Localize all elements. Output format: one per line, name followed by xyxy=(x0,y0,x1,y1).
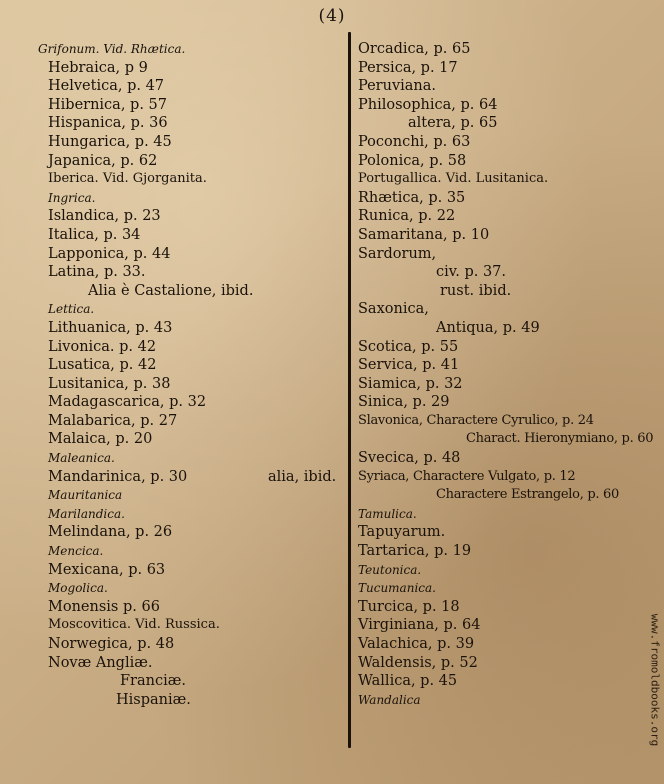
index-entry xyxy=(38,430,342,449)
index-entry xyxy=(38,375,342,394)
entry-text: Grifonum. Vid. Rhætica. xyxy=(38,42,186,56)
right-column xyxy=(358,40,658,709)
entry-text: Turcica, p. 18 xyxy=(358,598,460,615)
entry-text: Alia è Castalione, ibid. xyxy=(88,282,254,299)
index-entry xyxy=(358,412,658,431)
index-entry xyxy=(38,654,342,673)
entry-text: Monensis p. 66 xyxy=(48,598,160,615)
entry-text: Malaica, p. 20 xyxy=(48,431,153,448)
index-entry xyxy=(358,207,658,226)
index-entry xyxy=(358,77,658,96)
entry-text: Tartarica, p. 19 xyxy=(358,543,472,560)
column-divider xyxy=(348,32,351,748)
index-entry xyxy=(358,319,658,338)
index-entry xyxy=(38,505,342,524)
entry-text: Islandica, p. 23 xyxy=(48,208,161,225)
entry-extra-text: alia, ibid. xyxy=(268,468,337,485)
index-entry xyxy=(358,59,658,78)
index-entry xyxy=(38,486,342,505)
index-entry xyxy=(38,449,342,468)
index-entry xyxy=(38,226,342,245)
entry-text: Sardorum, xyxy=(358,245,437,262)
index-entry xyxy=(38,393,342,412)
entry-text: Tamulica. xyxy=(358,506,417,521)
entry-text: Saxonica, xyxy=(358,301,429,318)
entry-text: Rhætica, p. 35 xyxy=(358,189,466,206)
entry-text: Italica, p. 34 xyxy=(48,226,141,243)
entry-text: Norwegica, p. 48 xyxy=(48,636,175,652)
entry-text: Hibernica, p. 57 xyxy=(48,96,167,113)
index-entry xyxy=(358,96,658,115)
entry-text: Samaritana, p. 10 xyxy=(358,226,490,243)
entry-text: Antiqua, p. 49 xyxy=(436,319,540,336)
entry-text: Lettica. xyxy=(48,302,95,317)
index-entry xyxy=(358,375,658,394)
index-entry xyxy=(358,114,658,133)
index-entry xyxy=(38,300,342,319)
entry-text: Philosophica, p. 64 xyxy=(358,96,498,113)
index-entry xyxy=(38,133,342,152)
entry-text: Virginiana, p. 64 xyxy=(358,617,481,634)
index-entry xyxy=(358,523,658,542)
entry-text: Portugallica. Vid. Lusitanica. xyxy=(358,171,549,187)
index-entry xyxy=(358,40,658,59)
entry-text: Lusitanica, p. 38 xyxy=(48,375,171,392)
index-entry xyxy=(358,245,658,264)
index-entry xyxy=(358,486,658,505)
index-entry xyxy=(358,226,658,245)
index-entry xyxy=(358,672,658,691)
entry-text: Lusatica, p. 42 xyxy=(48,357,157,374)
index-entry xyxy=(38,319,342,338)
entry-text: Lithuanica, p. 43 xyxy=(48,319,173,336)
index-entry xyxy=(358,691,658,710)
index-entry xyxy=(358,579,658,598)
entry-text: Madagascarica, p. 32 xyxy=(48,394,207,411)
index-entry xyxy=(38,77,342,96)
entry-text: Ingrica. xyxy=(48,190,96,205)
index-entry xyxy=(38,96,342,115)
entry-text: Mauritanica xyxy=(48,488,123,503)
entry-text: Poconchi, p. 63 xyxy=(358,133,471,150)
index-entry xyxy=(38,263,342,282)
index-entry xyxy=(38,616,342,635)
entry-text: Iberica. Vid. Gjorganita. xyxy=(48,171,207,187)
entry-text: Mencica. xyxy=(48,544,104,559)
entry-text: Slavonica, Charactere Cyrulico, p. 24 xyxy=(358,412,594,428)
index-entry xyxy=(38,59,342,78)
watermark-text: www.fromoldbooks.org xyxy=(648,613,662,747)
entry-text: Charact. Hieronymiano, p. 60 xyxy=(466,431,654,447)
index-entry xyxy=(358,542,658,561)
index-entry xyxy=(38,579,342,598)
index-entry xyxy=(38,561,342,580)
index-entry xyxy=(38,152,342,171)
index-entry xyxy=(38,691,342,710)
entry-text: Charactere Estrangelo, p. 60 xyxy=(436,487,619,503)
entry-text: Novæ Angliæ. xyxy=(48,654,153,671)
entry-text: Scotica, p. 55 xyxy=(358,338,459,355)
entry-text: Tapuyarum. xyxy=(358,524,446,541)
index-entry xyxy=(38,245,342,264)
index-entry xyxy=(38,207,342,226)
index-entry xyxy=(38,542,342,561)
entry-text: civ. p. 37. xyxy=(436,264,507,281)
index-entry xyxy=(358,338,658,357)
entry-text: Syriaca, Charactere Vulgato, p. 12 xyxy=(358,468,576,484)
index-entry xyxy=(358,635,658,654)
index-entry xyxy=(358,561,658,580)
left-column xyxy=(38,40,342,709)
entry-text: Teutonica. xyxy=(358,562,422,577)
entry-text: Orcadica, p. 65 xyxy=(358,41,471,57)
index-entry xyxy=(38,523,342,542)
entry-text: Hispaniæ. xyxy=(116,691,191,708)
index-entry xyxy=(358,300,658,319)
index-entry xyxy=(358,133,658,152)
index-entry xyxy=(38,338,342,357)
entry-text: Runica, p. 22 xyxy=(358,208,456,225)
index-entry xyxy=(38,282,342,301)
entry-text: Hispanica, p. 36 xyxy=(48,115,168,132)
entry-text: Hebraica, p 9 xyxy=(48,59,148,76)
index-entry xyxy=(358,263,658,282)
index-entry xyxy=(38,170,342,189)
entry-text: Siamica, p. 32 xyxy=(358,375,463,392)
index-entry xyxy=(38,114,342,133)
index-entry xyxy=(358,598,658,617)
entry-text: Mandarinica, p. 30 xyxy=(48,468,188,485)
index-entry xyxy=(38,672,342,691)
index-entry xyxy=(358,189,658,208)
entry-text: Wandalica xyxy=(358,692,421,707)
entry-text: Peruviana. xyxy=(358,78,437,95)
entry-text: Marilandica. xyxy=(48,506,125,521)
watermark xyxy=(648,580,662,780)
index-entry xyxy=(38,40,342,59)
entry-text: Malabarica, p. 27 xyxy=(48,412,178,429)
index-entry xyxy=(358,468,658,487)
index-entry xyxy=(38,189,342,208)
index-entry xyxy=(358,654,658,673)
entry-text: Polonica, p. 58 xyxy=(358,152,467,169)
entry-text: rust. ibid. xyxy=(440,282,512,299)
index-entry xyxy=(38,468,342,487)
index-entry xyxy=(38,412,342,431)
index-entry xyxy=(358,449,658,468)
index-entry xyxy=(358,616,658,635)
entry-text: Persica, p. 17 xyxy=(358,59,458,76)
entry-text: Servica, p. 41 xyxy=(358,357,460,374)
page-number: (4) xyxy=(318,6,346,26)
entry-text: Wallica, p. 45 xyxy=(358,673,458,690)
index-entry xyxy=(38,598,342,617)
entry-text: Helvetica, p. 47 xyxy=(48,78,165,95)
entry-text: Sinica, p. 29 xyxy=(358,394,450,411)
index-entry xyxy=(358,282,658,301)
entry-text: Mogolica. xyxy=(48,581,108,596)
index-entry xyxy=(358,393,658,412)
entry-text: Waldensis, p. 52 xyxy=(358,654,478,671)
entry-text: Hungarica, p. 45 xyxy=(48,133,172,150)
entry-text: Livonica. p. 42 xyxy=(48,338,157,355)
entry-text: Mexicana, p. 63 xyxy=(48,561,166,578)
index-entry xyxy=(358,430,658,449)
index-entry xyxy=(358,170,658,189)
entry-text: Latina, p. 33. xyxy=(48,264,146,281)
index-entry xyxy=(38,635,342,654)
entry-text: Japanica, p. 62 xyxy=(48,152,158,169)
index-entry xyxy=(358,356,658,375)
entry-text: Tucumanica. xyxy=(358,581,436,596)
entry-text: Melindana, p. 26 xyxy=(48,524,173,541)
entry-text: Maleanica. xyxy=(48,451,115,466)
entry-text: Lapponica, p. 44 xyxy=(48,245,171,262)
entry-text: Moscovitica. Vid. Russica. xyxy=(48,617,220,633)
index-entry xyxy=(358,505,658,524)
index-entry xyxy=(38,356,342,375)
entry-text: Franciæ. xyxy=(120,673,186,690)
entry-text: Valachica, p. 39 xyxy=(358,636,475,652)
index-entry xyxy=(358,152,658,171)
entry-text: altera, p. 65 xyxy=(408,115,498,132)
entry-text: Svecica, p. 48 xyxy=(358,450,461,467)
